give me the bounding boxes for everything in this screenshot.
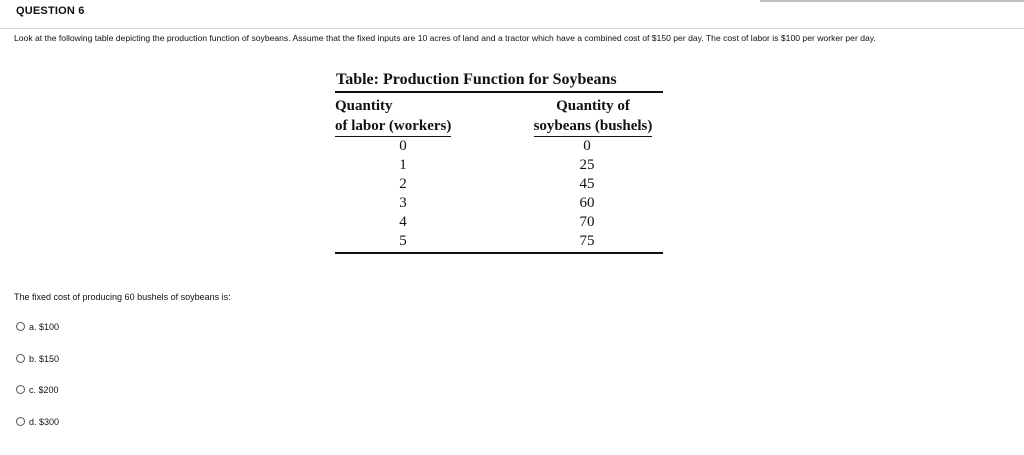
table-bottom-rule — [335, 252, 663, 254]
option-a[interactable] — [16, 322, 59, 354]
radio-button[interactable] — [16, 385, 25, 394]
table-row — [335, 175, 663, 194]
soybeans-cell: 70 — [579, 214, 595, 230]
soybeans-cell: 45 — [579, 176, 595, 192]
table-row — [335, 194, 663, 213]
option-label: d. $300 — [29, 416, 60, 427]
question-prompt: Look at the following table depicting the production function of soybeans. Assume that the fixed inputs are 10 acres of land and a tractor which have a combined cost of $150 per day. The cost of labor is $100 per worker per day. — [14, 33, 876, 43]
option-label: a. $100 — [29, 322, 60, 332]
soybeans-cell: 60 — [579, 195, 595, 211]
column-header-labor-line2: of labor (workers) — [335, 116, 451, 137]
column-header-labor-line1: Quantity — [335, 98, 393, 114]
option-label: c. $200 — [29, 385, 59, 395]
option-label: b. $150 — [29, 353, 60, 364]
table-body — [335, 137, 663, 251]
question-header — [0, 0, 1024, 29]
option-d[interactable] — [16, 417, 59, 449]
table-row — [335, 213, 663, 232]
labor-cell: 2 — [399, 176, 407, 192]
radio-button[interactable] — [16, 417, 25, 426]
labor-cell: 0 — [399, 138, 407, 154]
soybeans-cell: 75 — [579, 233, 595, 249]
column-header-labor — [335, 96, 467, 137]
question-title: QUESTION 6 — [16, 5, 85, 17]
column-header-soybeans — [523, 96, 663, 137]
column-header-soybeans-line1: Quantity of — [556, 98, 630, 114]
labor-cell: 5 — [399, 233, 407, 249]
table-header-row — [335, 93, 663, 137]
header-divider — [760, 0, 1024, 2]
labor-cell: 4 — [399, 214, 407, 230]
table-caption: Table: Production Function for Soybeans — [336, 71, 617, 88]
table-row — [335, 137, 663, 156]
question-ask: The fixed cost of producing 60 bushels of soybeans is: — [14, 292, 231, 302]
option-b[interactable] — [16, 354, 59, 386]
radio-button[interactable] — [16, 322, 25, 331]
soybeans-cell: 0 — [583, 138, 591, 154]
radio-button[interactable] — [16, 354, 25, 363]
soybeans-cell: 25 — [579, 157, 595, 173]
table-row — [335, 156, 663, 175]
answer-options — [16, 322, 59, 448]
column-header-soybeans-line2: soybeans (bushels) — [534, 116, 653, 137]
labor-cell: 1 — [399, 157, 407, 173]
labor-cell: 3 — [399, 195, 407, 211]
option-c[interactable] — [16, 385, 59, 417]
production-table — [335, 70, 663, 254]
table-row — [335, 232, 663, 251]
